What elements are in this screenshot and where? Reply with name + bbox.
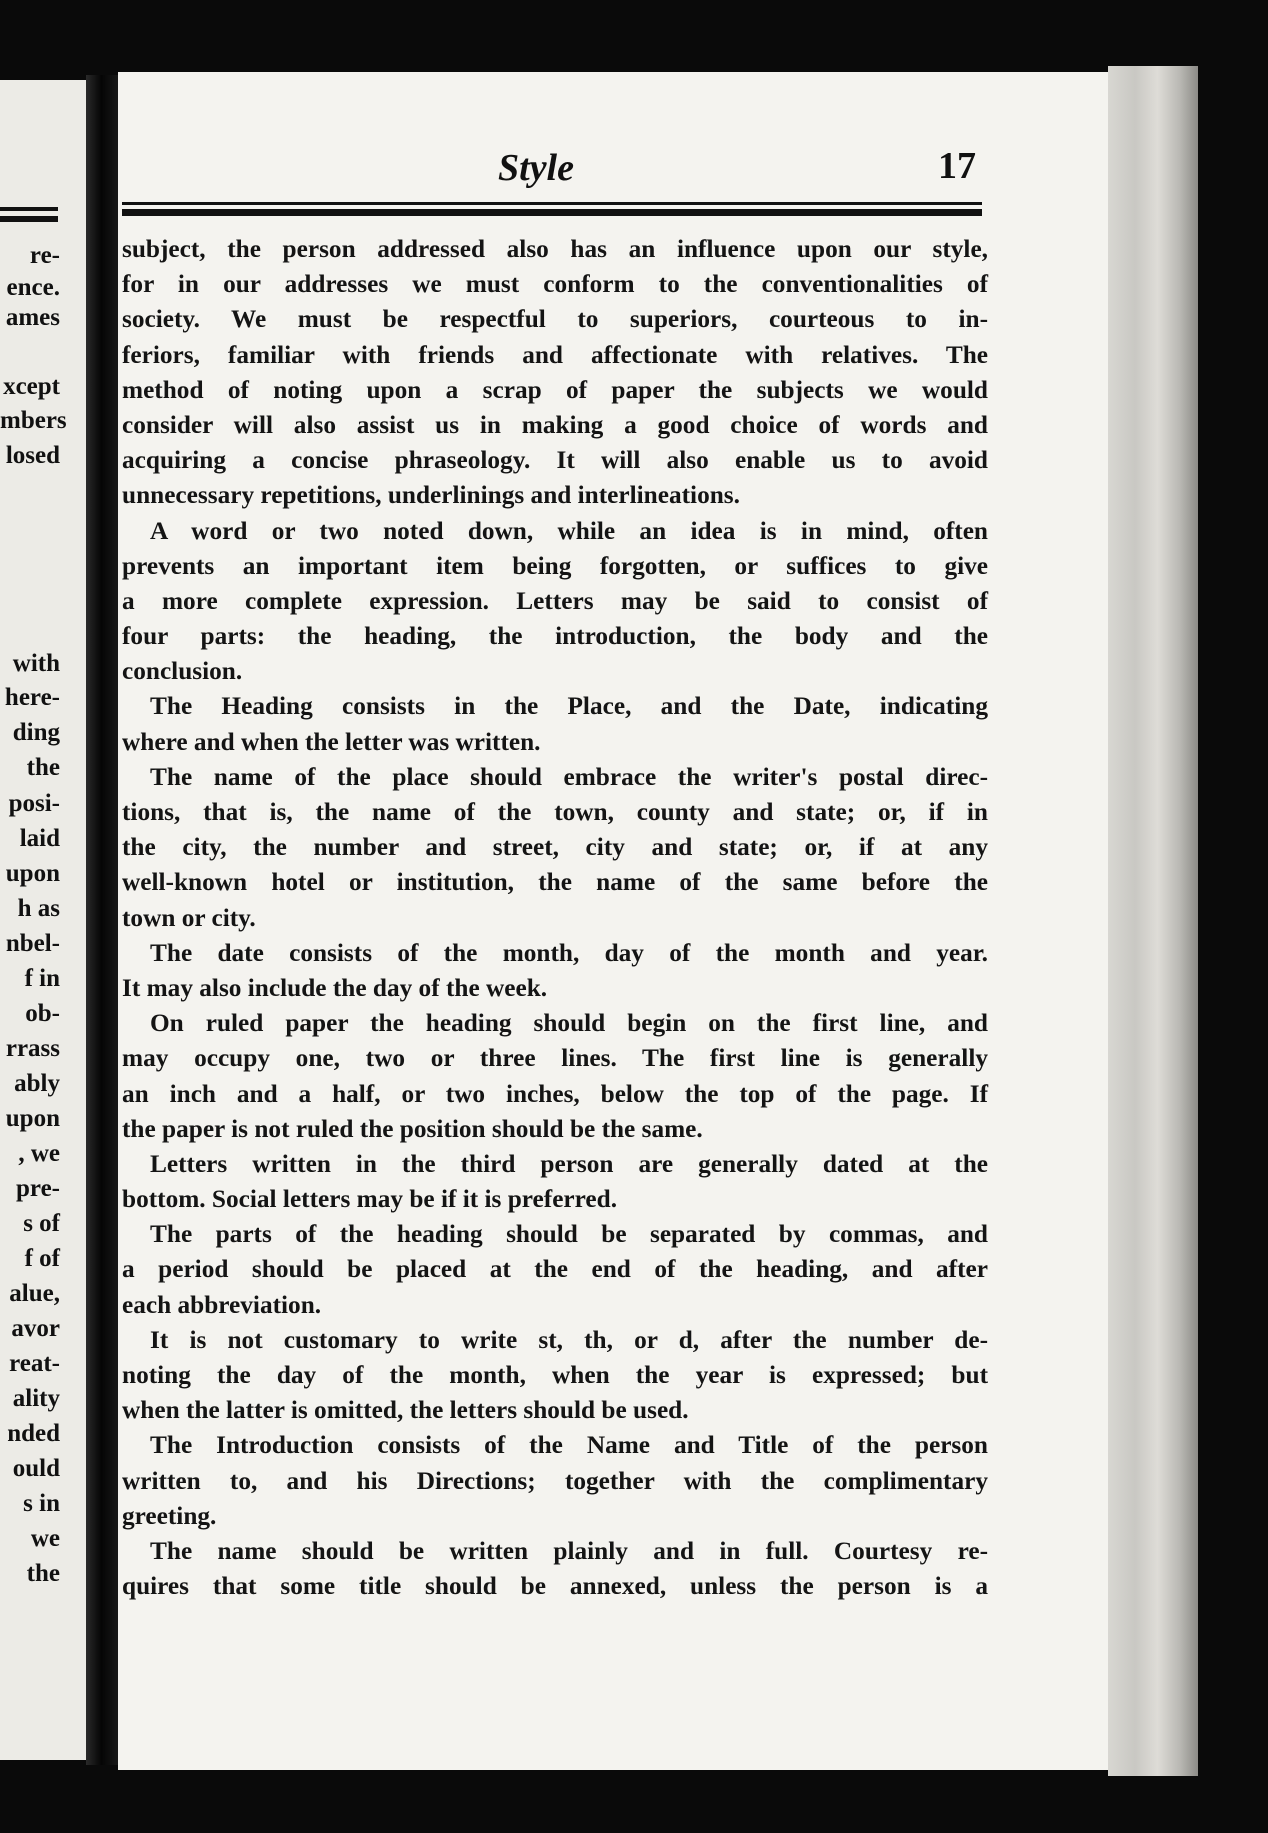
page-stack-edge: [1108, 66, 1198, 1776]
facing-page-fragment: we: [30, 1525, 60, 1552]
text-line: On ruled paper the heading should begin on the first line, and: [150, 1009, 988, 1038]
header-rule-thick: [122, 209, 982, 216]
text-line: It is not customary to write st, th, or d, after the number de-: [150, 1325, 988, 1354]
facing-page-fragment: mbers: [0, 407, 67, 434]
text-line: The parts of the heading should be separated by commas, and: [150, 1220, 988, 1249]
facing-page-fragment: xcept: [3, 373, 60, 400]
text-line: greeting.: [122, 1501, 217, 1530]
book-gutter: [86, 75, 120, 1765]
facing-page-fragment: upon: [5, 860, 60, 887]
text-line: It may also include the day of the week.: [122, 973, 548, 1002]
facing-page-fragment: here-: [4, 684, 60, 711]
text-line: The name should be written plainly and in full. Courtesy re-: [150, 1536, 988, 1565]
text-line: each abbreviation.: [122, 1290, 322, 1319]
text-line: tions, that is, the name of the town, county and state; or, if in: [122, 798, 988, 826]
text-line: feriors, familiar with friends and affectionate with relatives. The: [122, 340, 988, 369]
text-line: society. We must be respectful to superiors, courteous to in-: [122, 305, 988, 334]
facing-page-fragment: the: [26, 1560, 60, 1587]
facing-page-fragment: pre-: [16, 1175, 60, 1202]
facing-page-fragment: ob-: [25, 1000, 60, 1027]
body-text: [122, 232, 988, 1604]
text-line: may occupy one, two or three lines. The first line is generally: [122, 1044, 988, 1073]
facing-page-fragment: avor: [11, 1315, 60, 1342]
text-line: consider will also assist us in making a good choice of words and: [122, 410, 988, 439]
facing-page-fragment: nded: [7, 1420, 60, 1447]
text-line: quires that some title should be annexed, unless the person is a: [122, 1572, 988, 1601]
text-line: written to, and his Directions; together with the complimentary: [122, 1466, 988, 1495]
facing-page-fragment: posi-: [8, 790, 60, 817]
facing-page-fragment: the: [26, 754, 60, 781]
facing-page-fragment: alue,: [9, 1280, 60, 1307]
text-line: acquiring a concise phraseology. It will also enable us to avoid: [122, 446, 988, 475]
text-line: bottom. Social letters may be if it is preferred.: [122, 1185, 618, 1214]
facing-page-fragment: with: [12, 650, 60, 677]
facing-page-fragment: laid: [19, 825, 60, 852]
text-line: subject, the person addressed also has an influence upon our style,: [122, 235, 988, 263]
facing-page-fragment: s of: [23, 1210, 60, 1237]
text-line: when the latter is omitted, the letters should be used.: [122, 1396, 689, 1425]
facing-page-fragment: ably: [14, 1070, 60, 1097]
text-line: the paper is not ruled the position should be the same.: [122, 1114, 703, 1143]
facing-page-fragment: losed: [5, 442, 60, 469]
facing-page-fragment: ames: [5, 304, 60, 331]
text-line: town or city.: [122, 903, 256, 932]
text-line: The date consists of the month, day of the month and year.: [150, 938, 988, 967]
facing-page-fragment: nbel-: [5, 930, 60, 957]
facing-page-fragment: rrass: [5, 1035, 60, 1062]
facing-page-fragment: upon: [5, 1105, 60, 1132]
text-line: well-known hotel or institution, the name of the same before the: [122, 868, 988, 897]
facing-page-fragment: , we: [18, 1140, 60, 1167]
facing-page-fragment: ence.: [6, 274, 60, 301]
text-line: The Heading consists in the Place, and the Date, indicating: [150, 692, 988, 721]
facing-page-rule: [0, 216, 58, 222]
text-line: method of noting upon a scrap of paper the subjects we would: [122, 375, 988, 404]
facing-page-fragment: h as: [17, 895, 60, 922]
facing-page-rule: [0, 207, 58, 211]
header-rule-thin: [122, 202, 982, 205]
text-line: prevents an important item being forgotten, or suffices to give: [122, 551, 988, 580]
text-line: A word or two noted down, while an idea is in mind, often: [150, 516, 988, 545]
text-line: where and when the letter was written.: [122, 727, 541, 756]
running-head-title: Style: [498, 147, 574, 189]
text-line: an inch and a half, or two inches, below the top of the page. If: [122, 1079, 988, 1108]
facing-page-fragment: ding: [12, 719, 60, 746]
page-number: 17: [938, 145, 976, 187]
text-line: unnecessary repetitions, underlinings and interlineations.: [122, 481, 740, 510]
facing-page-fragment: f of: [24, 1245, 60, 1272]
text-line: The name of the place should embrace the writer's postal direc-: [150, 762, 988, 791]
text-line: the city, the number and street, city and state; or, if at any: [122, 833, 988, 862]
facing-page-fragment: ould: [12, 1455, 60, 1482]
facing-page-fragment: re-: [29, 242, 60, 269]
text-line: The Introduction consists of the Name and Title of the person: [150, 1431, 988, 1460]
text-line: conclusion.: [122, 657, 243, 686]
facing-page-fragment: f in: [24, 965, 60, 992]
text-line: a period should be placed at the end of the heading, and after: [122, 1255, 988, 1284]
text-line: for in our addresses we must conform to the conventionalities of: [122, 270, 988, 299]
text-line: Letters written in the third person are generally dated at the: [150, 1149, 988, 1178]
facing-page-fragment: ality: [12, 1385, 60, 1412]
facing-page-fragment: s in: [23, 1490, 60, 1517]
text-line: a more complete expression. Letters may be said to consist of: [122, 586, 988, 615]
facing-page-fragment: reat-: [9, 1350, 60, 1377]
text-line: four parts: the heading, the introduction, the body and the: [122, 622, 988, 651]
text-line: noting the day of the month, when the year is expressed; but: [122, 1361, 988, 1389]
